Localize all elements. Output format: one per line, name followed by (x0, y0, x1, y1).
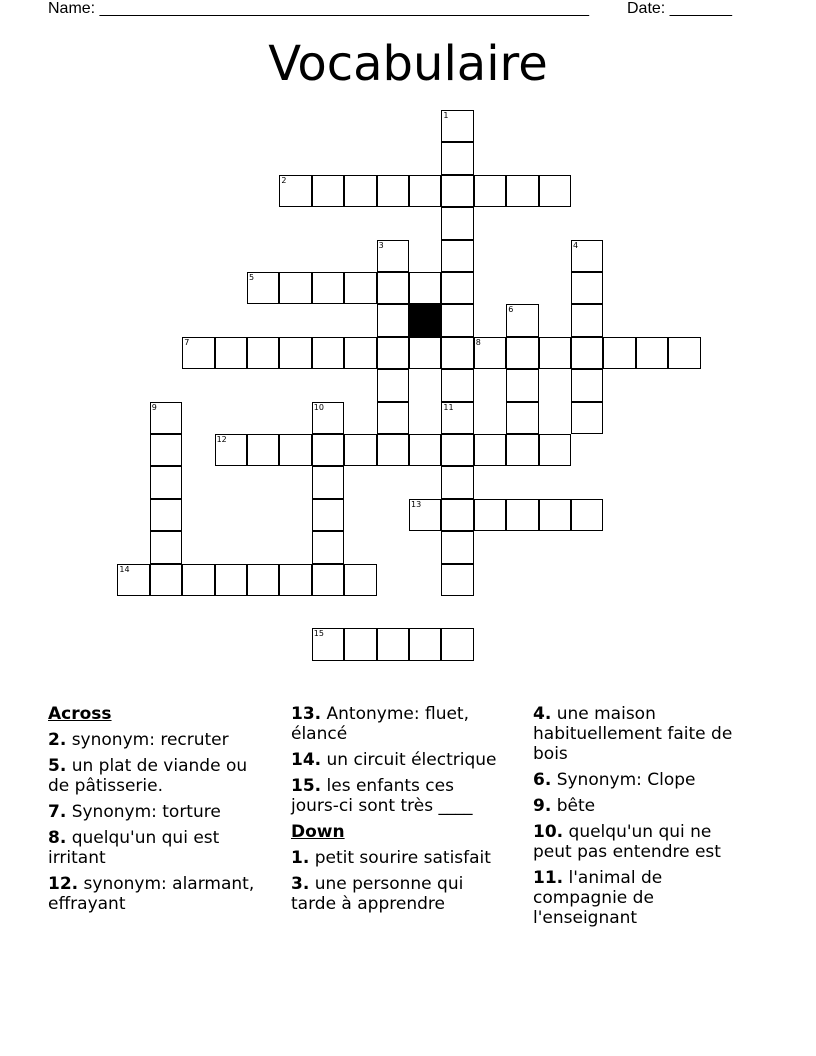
grid-cell[interactable] (312, 499, 344, 531)
clue-across-8 (48, 828, 263, 868)
clue-across-5 (48, 756, 263, 796)
cell-number: 7 (184, 337, 190, 347)
clue-number: 14. (291, 750, 322, 770)
grid-cell[interactable] (474, 499, 506, 531)
clue-down-10 (533, 822, 748, 862)
grid-cell[interactable] (312, 466, 344, 498)
grid-cell[interactable] (441, 402, 473, 434)
clue-number: 3. (291, 874, 310, 894)
grid-cell[interactable] (215, 434, 247, 466)
clue-number: 9. (533, 796, 552, 816)
cell-number: 6 (508, 305, 514, 315)
grid-cell[interactable] (247, 564, 279, 596)
grid-cell[interactable] (377, 337, 409, 369)
cell-number: 1 (443, 111, 449, 120)
grid-cell[interactable] (441, 272, 473, 304)
grid-cell[interactable] (312, 628, 344, 660)
clue-text: Synonym: Clope (556, 770, 696, 790)
grid-cell[interactable] (603, 337, 635, 369)
clue-text: une personne qui tarde à apprendre (291, 874, 464, 914)
grid-cell[interactable] (441, 240, 473, 272)
grid-cell[interactable] (377, 175, 409, 207)
clue-text: petit sourire satisfait (314, 848, 491, 868)
grid-cell[interactable] (409, 272, 441, 304)
grid-cell[interactable] (441, 466, 473, 498)
cell-number: 11 (443, 402, 454, 412)
grid-cell[interactable] (279, 564, 311, 596)
clue-text: Antonyme: fluet, élancé (291, 704, 469, 744)
grid-cell[interactable] (377, 402, 409, 434)
grid-cell[interactable] (409, 499, 441, 531)
grid-cell[interactable] (247, 272, 279, 304)
grid-cell[interactable] (441, 434, 473, 466)
clue-text: synonym: alarmant, effrayant (48, 874, 255, 914)
clue-number: 2. (48, 730, 67, 750)
clue-down-11 (533, 868, 748, 928)
clue-across-2 (48, 730, 263, 750)
cell-number: 9 (151, 402, 157, 412)
grid-cell[interactable] (441, 531, 473, 563)
grid-cell[interactable] (474, 434, 506, 466)
cell-number: 15 (313, 629, 324, 639)
cell-number: 5 (249, 273, 255, 282)
grid-cell[interactable] (506, 499, 538, 531)
grid-cell[interactable] (377, 304, 409, 336)
clue-down-6 (533, 770, 748, 790)
date-line: Date: _______ (627, 0, 732, 17)
page-title: Vocabulaire (268, 36, 548, 92)
grid-cell[interactable] (668, 337, 700, 369)
clue-down-3 (291, 874, 506, 914)
cell-number: 10 (313, 402, 324, 412)
clue-across-12 (48, 874, 263, 914)
grid-cell[interactable] (409, 337, 441, 369)
grid-cell[interactable] (571, 304, 603, 336)
clue-text: les enfants ces jours-ci sont très ____ (291, 776, 473, 816)
clue-text: un circuit électrique (326, 750, 497, 770)
clue-column-3 (533, 704, 748, 934)
clue-down-1 (291, 848, 506, 868)
grid-cell[interactable] (377, 434, 409, 466)
grid-cell[interactable] (571, 272, 603, 304)
grid-cell[interactable] (279, 337, 311, 369)
clue-number: 8. (48, 828, 67, 848)
grid-cell[interactable] (571, 369, 603, 401)
grid-cell[interactable] (150, 402, 182, 434)
grid-cell[interactable] (409, 434, 441, 466)
grid-cell[interactable] (539, 434, 571, 466)
clue-number: 6. (533, 770, 552, 790)
grid-cell[interactable] (377, 272, 409, 304)
grid-cell[interactable] (441, 175, 473, 207)
grid-cell[interactable] (312, 434, 344, 466)
across-heading: Across (48, 704, 112, 724)
grid-cell[interactable] (377, 369, 409, 401)
clue-number: 1. (291, 848, 310, 868)
clue-number: 7. (48, 802, 67, 822)
grid-cell[interactable] (312, 272, 344, 304)
grid-cell[interactable] (441, 337, 473, 369)
grid-cell[interactable] (506, 434, 538, 466)
clue-text: un plat de viande ou de pâtisserie. (48, 756, 248, 796)
clue-number: 15. (291, 776, 322, 796)
clue-across-14 (291, 750, 506, 770)
grid-cell[interactable] (344, 628, 376, 660)
grid-cell[interactable] (441, 499, 473, 531)
cell-number: 12 (216, 435, 227, 444)
grid-cell[interactable] (344, 337, 376, 369)
clue-text: l'animal de compagnie de l'enseignant (533, 868, 663, 928)
clue-text: quelqu'un qui est irritant (48, 828, 220, 868)
clue-number: 12. (48, 874, 79, 894)
grid-cell[interactable] (571, 499, 603, 531)
cell-number: 2 (281, 175, 287, 185)
grid-cell[interactable] (312, 402, 344, 434)
grid-cell[interactable] (441, 564, 473, 596)
clue-text: synonym: recruter (71, 730, 229, 750)
grid-cell[interactable] (215, 564, 247, 596)
block-cell (409, 304, 441, 336)
cell-number: 13 (411, 499, 422, 509)
grid-cell[interactable] (312, 175, 344, 207)
grid-cell[interactable] (636, 337, 668, 369)
clue-number: 13. (291, 704, 322, 724)
grid-cell[interactable] (312, 564, 344, 596)
grid-cell[interactable] (506, 369, 538, 401)
clue-across-7 (48, 802, 263, 822)
grid-cell[interactable] (506, 337, 538, 369)
grid-cell[interactable] (279, 175, 311, 207)
cell-number: 8 (475, 337, 481, 347)
grid-cell[interactable] (539, 337, 571, 369)
cell-number: 3 (378, 240, 384, 250)
clue-text: Synonym: torture (71, 802, 221, 822)
grid-cell[interactable] (377, 240, 409, 272)
grid-cell[interactable] (377, 628, 409, 660)
grid-cell[interactable] (117, 564, 149, 596)
grid-cell[interactable] (150, 531, 182, 563)
cell-number: 4 (573, 240, 579, 250)
grid-cell[interactable] (474, 175, 506, 207)
grid-cell[interactable] (539, 175, 571, 207)
grid-cell[interactable] (247, 337, 279, 369)
clue-text: bête (556, 796, 596, 816)
grid-cell[interactable] (506, 175, 538, 207)
clue-down-9 (533, 796, 748, 816)
grid-cell[interactable] (441, 369, 473, 401)
clue-number: 5. (48, 756, 67, 776)
grid-cell[interactable] (344, 564, 376, 596)
grid-cell[interactable] (571, 402, 603, 434)
grid-cell[interactable] (150, 434, 182, 466)
grid-cell[interactable] (409, 628, 441, 660)
grid-cell[interactable] (150, 466, 182, 498)
clue-number: 11. (533, 868, 564, 888)
grid-cell[interactable] (506, 402, 538, 434)
clue-text: quelqu'un qui ne peut pas entendre est (533, 822, 721, 862)
grid-cell[interactable] (539, 499, 571, 531)
grid-cell[interactable] (344, 272, 376, 304)
name-line: Name: _______________________________________________________ (48, 0, 589, 17)
grid-cell[interactable] (441, 628, 473, 660)
grid-cell[interactable] (571, 337, 603, 369)
grid-cell[interactable] (215, 337, 247, 369)
grid-cell[interactable] (506, 304, 538, 336)
clue-number: 10. (533, 822, 564, 842)
grid-cell[interactable] (441, 207, 473, 239)
grid-cell[interactable] (344, 175, 376, 207)
grid-cell[interactable] (571, 240, 603, 272)
clue-column-2 (291, 704, 506, 920)
clue-across-13 (291, 704, 506, 744)
clue-down-4 (533, 704, 748, 764)
cell-number: 14 (119, 564, 130, 574)
grid-cell[interactable] (312, 531, 344, 563)
grid-cell[interactable] (441, 110, 473, 142)
clue-column-1 (48, 704, 263, 920)
clue-number: 4. (533, 704, 552, 724)
down-heading: Down (291, 822, 345, 842)
grid-cell[interactable] (182, 337, 214, 369)
grid-cell[interactable] (441, 304, 473, 336)
grid-cell[interactable] (247, 434, 279, 466)
grid-cell[interactable] (344, 434, 376, 466)
grid-cell[interactable] (150, 499, 182, 531)
clue-across-15 (291, 776, 506, 816)
grid-cell[interactable] (182, 564, 214, 596)
grid-cell[interactable] (150, 564, 182, 596)
grid-cell[interactable] (441, 142, 473, 174)
clue-text: une maison habituellement faite de bois (533, 704, 733, 764)
grid-cell[interactable] (409, 175, 441, 207)
grid-cell[interactable] (279, 434, 311, 466)
grid-cell[interactable] (312, 337, 344, 369)
grid-cell[interactable] (279, 272, 311, 304)
grid-cell[interactable] (474, 337, 506, 369)
